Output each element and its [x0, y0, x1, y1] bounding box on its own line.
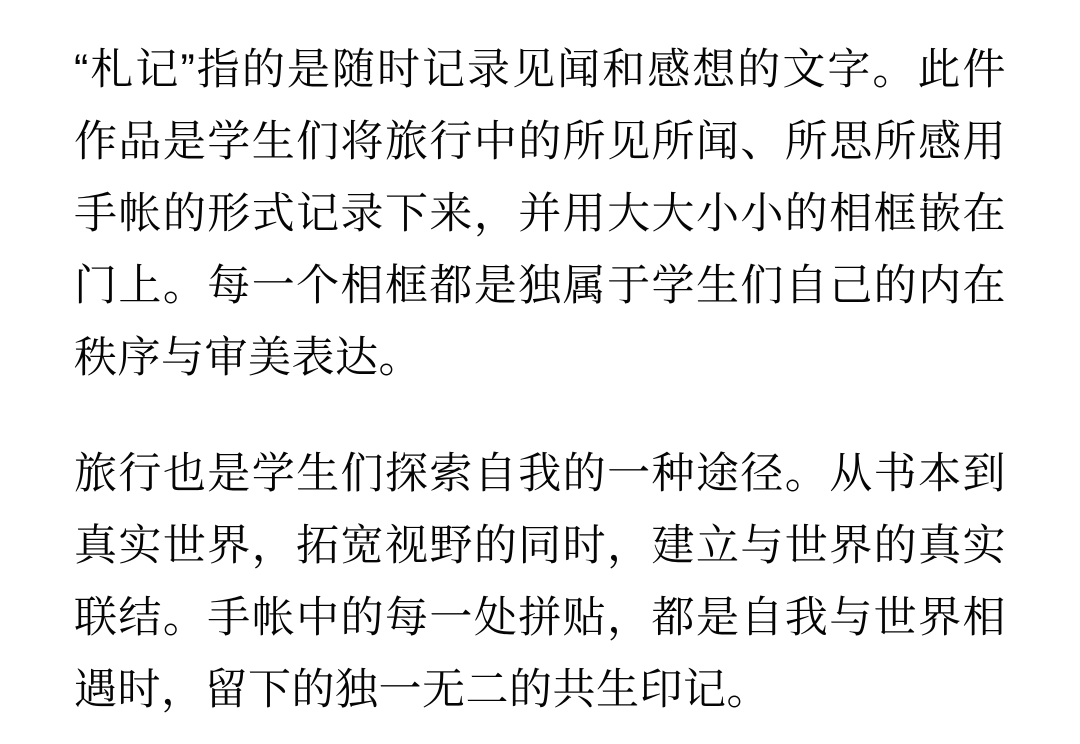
article-body — [74, 34, 1006, 726]
paragraph-1: “札记”指的是随时记录见闻和感想的文字。此件作品是学生们将旅行中的所见所闻、所思所感用手帐的形式记录下来，并用大大小小的相框嵌在门上。每一个相框都是独属于学生们自己的内在秩序与审美表达。 — [74, 46, 1006, 382]
paragraph-2: 旅行也是学生们探索自我的一种途径。从书本到真实世界，拓宽视野的同时，建立与世界的真实联结。手帐中的每一处拼贴，都是自我与世界相遇时，留下的独一无二的共生印记。 — [74, 450, 1006, 714]
